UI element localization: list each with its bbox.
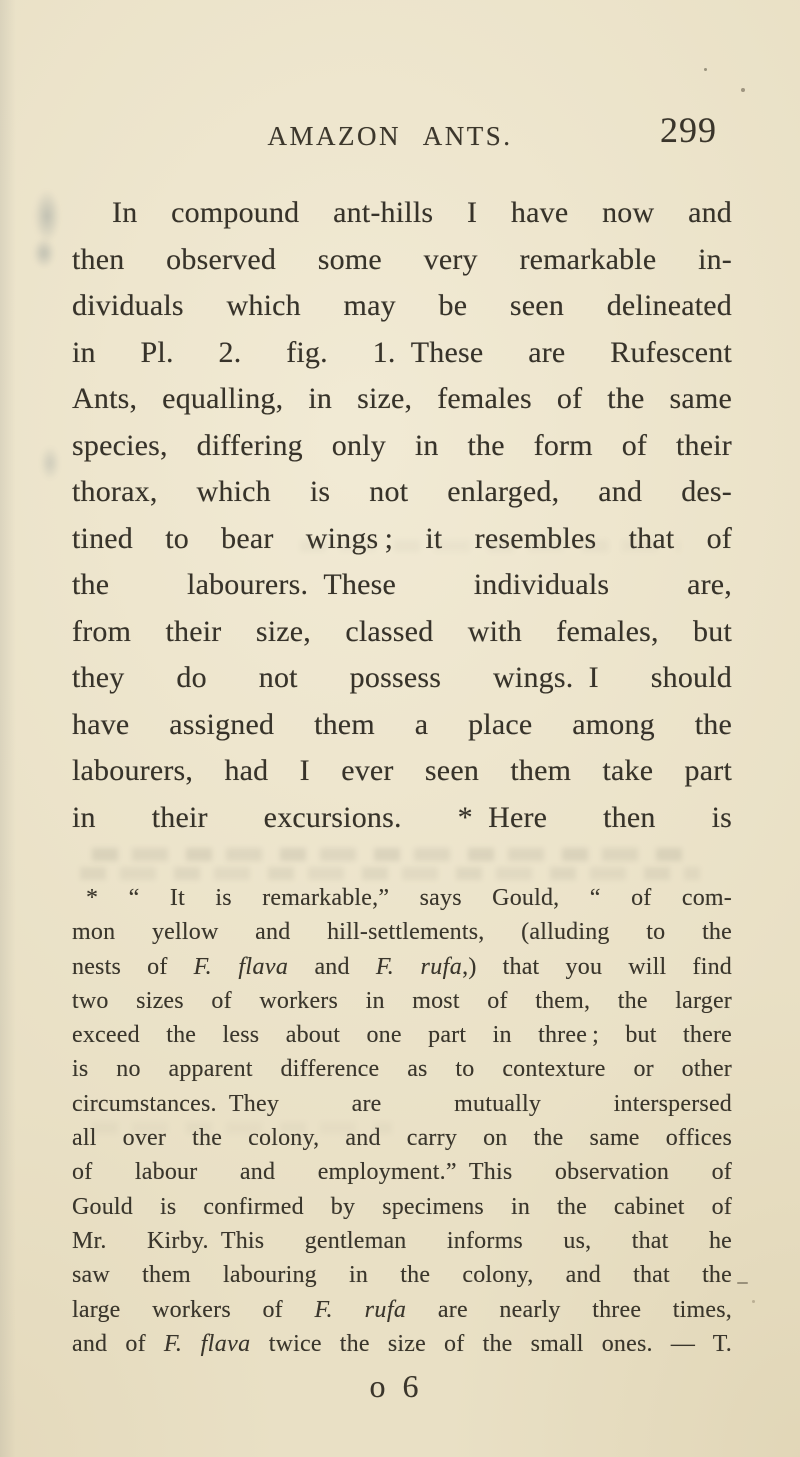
- text-line: labourers, had I ever seen them take part: [72, 754, 732, 787]
- text-line: is no apparent difference as to contexture or other: [72, 1056, 732, 1083]
- paper-speck: [704, 68, 707, 71]
- showthrough-ghost: [92, 1122, 392, 1134]
- text-line: mon yellow and hill-settlements, (alluding to the: [72, 919, 732, 946]
- text-line: in their excursions. * Here then is: [72, 800, 732, 834]
- paper-speck: [737, 1282, 748, 1284]
- body-paragraph: [72, 190, 732, 841]
- text-line: exceed the less about one part in three ; but there: [72, 1022, 732, 1049]
- page-number: 299: [660, 110, 717, 150]
- text-line: two sizes of workers in most of them, the larger: [72, 987, 732, 1014]
- text-line: * “ It is remarkable,” says Gould, “ of com-: [86, 885, 732, 911]
- page-header-title: AMAZON ANTS.: [267, 121, 513, 151]
- text-line: thorax, which is not enlarged, and des-: [72, 475, 732, 508]
- text-line: of labour and employment.” This observation of: [72, 1159, 732, 1186]
- showthrough-ghost: [92, 848, 688, 861]
- text-line: Mr. Kirby. This gentleman informs us, that he: [72, 1227, 732, 1254]
- text-line: In compound ant-hills I have now and: [112, 196, 732, 229]
- showthrough-blot: [34, 190, 60, 242]
- text-line: dividuals which may be seen delineated: [72, 289, 732, 322]
- text-line: Gould is confirmed by specimens in the cabinet of: [72, 1193, 732, 1220]
- running-head: [72, 110, 732, 156]
- text-line: nests of F. flava and F. rufa,) that you will find: [72, 953, 732, 980]
- text-line: circumstances. They are mutually interspersed: [72, 1090, 732, 1117]
- paper-speck: [741, 88, 745, 92]
- showthrough-blot: [40, 446, 60, 480]
- text-line: the labourers. These individuals are,: [72, 568, 732, 601]
- showthrough-ghost: [80, 867, 700, 880]
- text-line: Ants, equalling, in size, females of the same: [72, 382, 732, 415]
- paper-speck: [752, 1300, 755, 1303]
- text-line: saw them labouring in the colony, and that the: [72, 1262, 732, 1289]
- text-line: species, differing only in the form of their: [72, 428, 732, 462]
- text-line: all over the colony, and carry on the same offices: [72, 1125, 732, 1152]
- text-line: tined to bear wings ; it resembles that of: [72, 521, 732, 555]
- page-edge-shading: [0, 0, 16, 1457]
- showthrough-blot: [33, 238, 55, 268]
- text-line: then observed some very remarkable in-: [72, 242, 732, 276]
- text-line: they do not possess wings. I should: [72, 661, 732, 694]
- text-line: have assigned them a place among the: [72, 707, 732, 741]
- signature-mark: o 6: [369, 1368, 419, 1404]
- text-line: from their size, classed with females, but: [72, 614, 732, 648]
- text-line: in Pl. 2. fig. 1. These are Rufescent: [72, 335, 732, 369]
- text-line: large workers of F. rufa are nearly three times,: [72, 1296, 732, 1323]
- text-line: and of F. flava twice the size of the small ones. — T.: [72, 1330, 733, 1357]
- showthrough-ghost: [300, 540, 680, 552]
